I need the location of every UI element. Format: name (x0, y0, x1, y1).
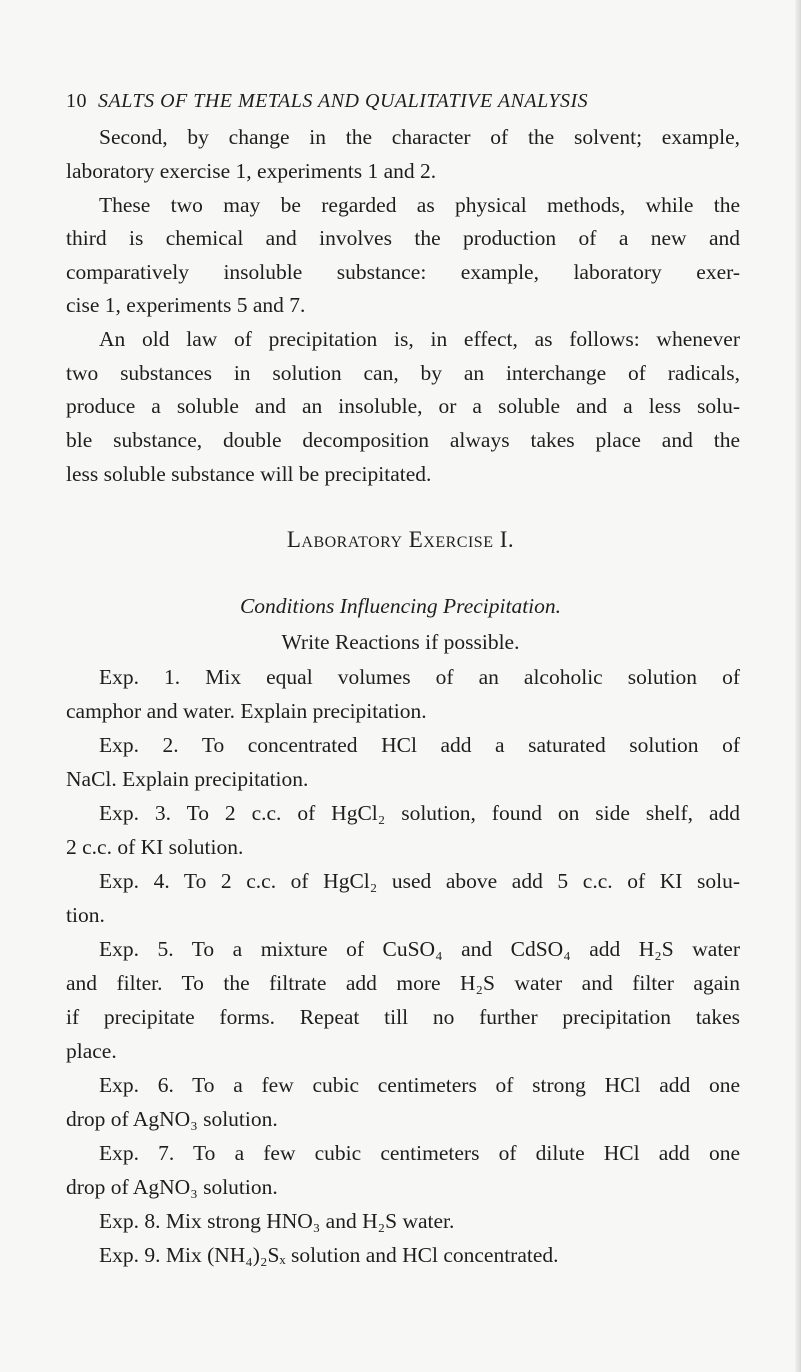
experiment-line: camphor and water. Explain precipitation. (66, 699, 427, 723)
page-edge (795, 0, 801, 1372)
text-line: less soluble substance will be precipitated. (66, 462, 432, 486)
section-subheading: Conditions Influencing Precipitation. (239, 594, 562, 618)
experiment-line: Exp. 7. To a few cubic centimeters of dilute HCl add one (99, 1141, 740, 1165)
experiment-line: tion. (66, 903, 105, 927)
section-instruction: Write Reactions if possible. (281, 630, 520, 654)
text-line: An old law of precipitation is, in effect, as follows: whenever (99, 327, 740, 351)
section-heading: Laboratory Exercise I. (286, 527, 515, 552)
text-line: cise 1, experiments 5 and 7. (66, 293, 306, 317)
experiment-line: Exp. 3. To 2 c.c. of HgCl₂ solution, found on side shelf, add (99, 801, 740, 825)
running-title: SALTS OF THE METALS AND QUALITATIVE ANALYSIS (98, 90, 589, 112)
experiment-line: and filter. To the filtrate add more H₂S water and filter again (66, 971, 740, 995)
text-line: These two may be regarded as physical methods, while the (99, 193, 740, 217)
text-line: laboratory exercise 1, experiments 1 and 2. (66, 159, 437, 183)
experiment-line: Exp. 2. To concentrated HCl add a saturated solution of (99, 733, 740, 757)
experiment-line: Exp. 6. To a few cubic centimeters of strong HCl add one (99, 1073, 740, 1097)
experiment-line: Exp. 5. To a mixture of CuSO₄ and CdSO₄ add H₂S water (99, 937, 740, 961)
experiment-line: drop of AgNO₃ solution. (66, 1175, 278, 1199)
experiment-line: Exp. 9. Mix (NH₄)₂Sₓ solution and HCl concentrated. (99, 1243, 559, 1267)
experiment-line: place. (66, 1039, 117, 1063)
text-line: third is chemical and involves the production of a new and (66, 226, 740, 250)
running-header (66, 88, 740, 114)
text-line: Second, by change in the character of the solvent; example, (99, 125, 740, 149)
experiment-line: Exp. 8. Mix strong HNO₃ and H₂S water. (99, 1209, 455, 1233)
experiment-line: 2 c.c. of KI solution. (66, 835, 244, 859)
text-line: ble substance, double decomposition always takes place and the (66, 428, 740, 452)
experiment-line: NaCl. Explain precipitation. (66, 767, 309, 791)
experiment-line: Exp. 4. To 2 c.c. of HgCl₂ used above add 5 c.c. of KI solu- (99, 869, 740, 893)
experiment-line: drop of AgNO₃ solution. (66, 1107, 278, 1131)
text-line: two substances in solution can, by an interchange of radicals, (66, 361, 740, 385)
text-line: produce a soluble and an insoluble, or a soluble and a less solu- (66, 394, 740, 418)
text-line: comparatively insoluble substance: example, laboratory exer- (66, 260, 740, 284)
experiment-line: Exp. 1. Mix equal volumes of an alcoholic solution of (99, 665, 740, 689)
experiment-line: if precipitate forms. Repeat till no further precipitation takes (66, 1005, 740, 1029)
page-number: 10 (66, 90, 87, 112)
